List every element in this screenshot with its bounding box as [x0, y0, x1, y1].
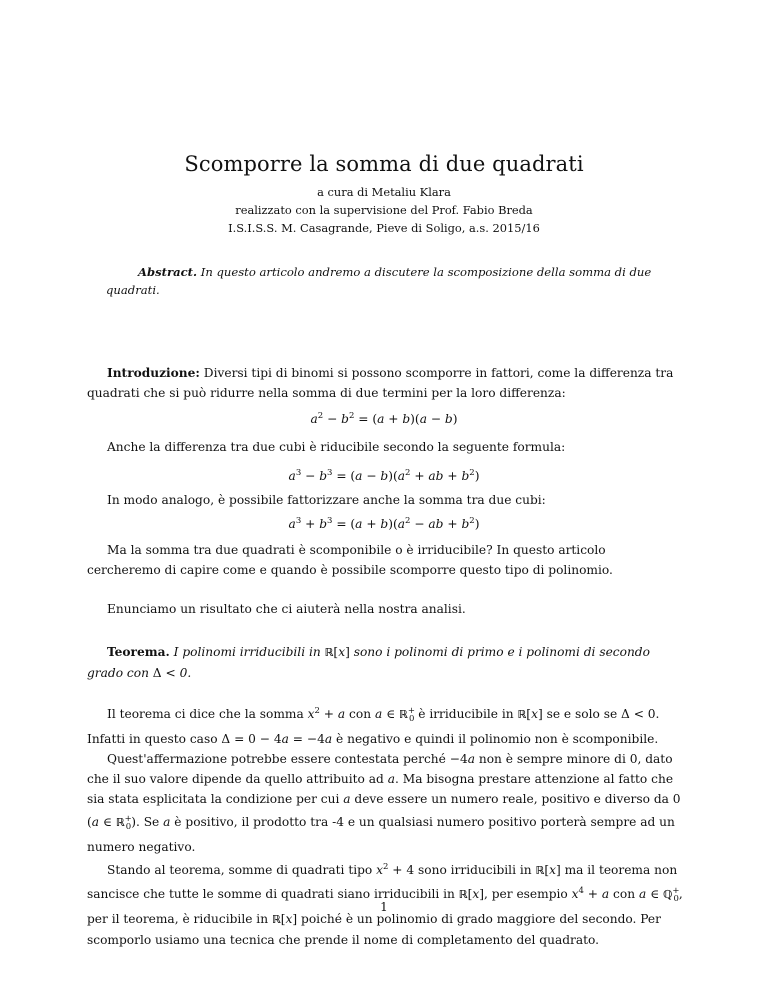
- intro-paragraph: [87, 363, 683, 403]
- theorem-text-b: sono i polinomi di primo e i polinomi di secondo grado con: [87, 645, 650, 680]
- paper-title: Scomporre la somma di due quadrati: [184, 152, 584, 176]
- supervision-line: realizzato con la supervisione del Prof. Fabio Breda: [235, 203, 533, 217]
- page-number: 1: [380, 900, 388, 914]
- school-line: I.S.I.S.S. M. Casagrande, Pieve di Soligo, a.s. 2015/16: [228, 221, 540, 235]
- author-block: [0, 183, 768, 237]
- theorem-paragraph: [87, 642, 683, 683]
- cubes-difference-paragraph: Anche la differenza tra due cubi è riducibile secondo la seguente formula:: [107, 440, 566, 454]
- body-paragraph-theorem-use: Il teorema ci dice che la somma $x^2 + a$ con a ∈ ℝ+$_0$ è irriducibile in ℝ[x] se e solo se Δ < 0. Infatti in questo caso Δ = 0 − 4a = −4a è negativo e quindi il polinomio non è scomponibile. Quest'affermazione potrebbe essere contestata perché −4a non è sempre minore di 0, dato che il suo valore dipende da quello attribuito ad a. Ma bisogna prestare attenzione al fatto che sia stata esplicitata la condizione per cui a deve essere un numero reale, positivo e diverso da 0 (a ∈ ℝ+$_0$). Se a è positivo, il prodotto tra -4 e un qualsiasi numero positivo porterà sempre ad un numero negativo. Stando al teorema, somme di quadrati tipo $x^2 + 4$ sono irriducibili in ℝ[x] ma il teorema non sancisce che tutte le somme di quadrati siano irriducibili in ℝ[x], per esempio $x^4 + a$ con a ∈ ℚ+$_0$, per il teorema, è riducibile in ℝ[x] poiché è un polinomio di grado maggiore del secondo. Per scomporlo usiamo una tecnica che prende il nome di completamento del quadrato.: [87, 706, 683, 947]
- theorem-label: Teorema.: [107, 645, 170, 659]
- intro-text: Diversi tipi di binomi si possono scomporre in fattori, come la differenza tra quadrati che si può ridurre nella somma di due termini per la loro differenza:: [87, 366, 674, 400]
- abstract-label: Abstract.: [138, 265, 198, 279]
- theorem-ring: ℝ[x]: [324, 645, 350, 659]
- abstract: [106, 263, 662, 299]
- question-paragraph: Ma la somma tra due quadrati è scomponibile o è irriducibile? In questo articolo cercheremo di capire come e quando è possibile scomporre questo tipo di polinomio.: [87, 543, 613, 577]
- cubes-sum-paragraph: In modo analogo, è possibile fattorizzare anche la somma tra due cubi:: [107, 493, 546, 507]
- theorem-condition: Δ < 0.: [152, 666, 192, 680]
- equation-sum-of-cubes: $a^3 + b^3 = (a + b)(a^2$ − ab + $b^2$): [288, 516, 480, 531]
- intro-label: Introduzione:: [107, 366, 200, 380]
- theorem-text-a: I polinomi irriducibili in: [173, 645, 321, 659]
- abstract-text: In questo articolo andremo a discutere la scomposizione della somma di due quadrati.: [106, 265, 652, 297]
- equation-difference-of-squares: $a^2 - b^2 = (a + b)(a - b)$: [310, 411, 458, 426]
- equation-difference-of-cubes: $a^3 - b^3 = (a - b)(a^2$ + ab + $b^2$): [288, 468, 480, 483]
- announce-paragraph: Enunciamo un risultato che ci aiuterà nella nostra analisi.: [107, 602, 466, 616]
- author-line: a cura di Metaliu Klara: [317, 185, 451, 199]
